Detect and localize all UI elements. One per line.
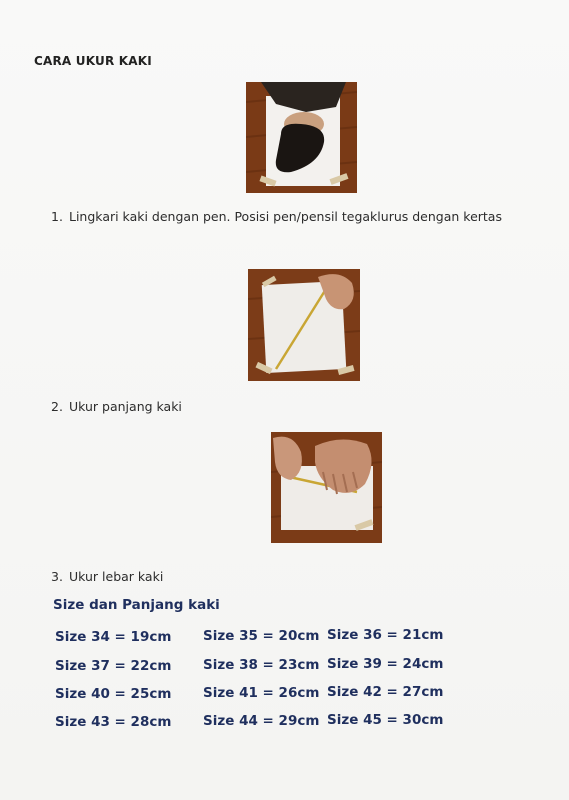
step-2-number: 2. [51,399,63,414]
size-table-heading: Size dan Panjang kaki [53,597,220,613]
size-entry: Size 38 = 23cm [203,657,320,673]
size-entry: Size 44 = 29cm [203,713,320,729]
size-entry: Size 37 = 22cm [55,658,172,674]
size-entry: Size 43 = 28cm [55,714,172,730]
step-3-number: 3. [51,569,63,584]
foot-width-photo [271,432,382,543]
step-1-number: 1. [51,209,63,224]
step-2 [51,399,182,414]
size-entry: Size 41 = 26cm [203,685,320,701]
size-entry: Size 36 = 21cm [327,627,444,643]
foot-length-photo [248,269,360,381]
size-entry: Size 45 = 30cm [327,712,444,728]
step-1-text: Lingkari kaki dengan pen. Posisi pen/pensil tegaklurus dengan kertas [69,209,502,224]
page-title: CARA UKUR KAKI [34,54,152,68]
step-2-text: Ukur panjang kaki [69,399,182,414]
size-entry: Size 35 = 20cm [203,628,320,644]
size-entry: Size 42 = 27cm [327,684,444,700]
size-entry: Size 40 = 25cm [55,686,172,702]
foot-outline-photo [246,82,357,193]
size-entry: Size 39 = 24cm [327,656,444,672]
size-entry: Size 34 = 19cm [55,629,172,645]
step-3-text: Ukur lebar kaki [69,569,164,584]
step-3 [51,569,163,584]
step-1 [51,209,502,224]
